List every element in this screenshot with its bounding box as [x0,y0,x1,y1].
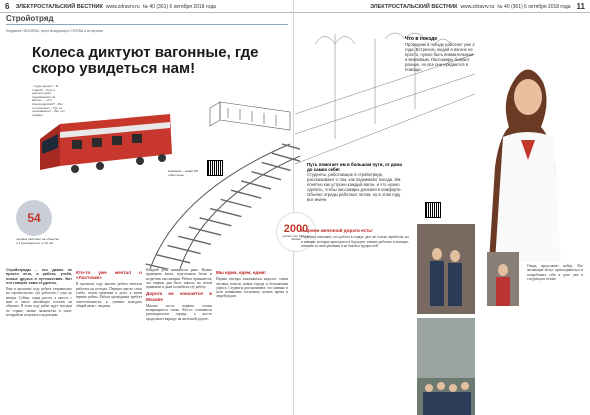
photo-group [417,318,475,415]
qr-code-left [207,160,223,176]
rails [150,144,300,269]
col-f-text: Студенты отмечают, что работа в отряде дает не только заработок, но и навыки, которые пригодятся в будущем: умение работать в команде, отвечать за свои решения и не бояться трудностей. [301,235,409,248]
speech-bubble: – Куда идешь? – В старый! – Путь в далекие края, поднимаемся на вагоне... – И в Краснодарский? – Вот это реально! – Где ты проживаешь? – Вот это правда! [32,85,65,117]
stat-2000-number: 2000 [283,223,309,235]
stat-54-badge [16,200,52,236]
col-b-text: В прошлом году многие ребята мечтали работать на поездах. Первым шагом стала учеба, потом практика в депо, а затем первые рейсы. Работа проводника требует ответственности и умения находить общий язык с людьми. [76,282,142,308]
intro-text: Студенты, работающие в стройотряде, рассказывают о том, как поднимают поезда. Им понятно как устроен каждый вагон, и что нужно сделать, чтобы пассажиры доехали в комфорте. Обычно отряды работают летом, но в этом году все иначе. [307,172,402,202]
right-page-number: 11 [576,2,585,11]
lead-text: Стройотряды – это давно не просто лето, а работа, учеба, новые друзья и путешествия. Вот что говорят сами студенты. [6,268,72,285]
page-header [0,0,590,13]
left-date: № 40 (361) 6 октября 2018 года [142,3,216,10]
right-date: № 40 (361) 6 октября 2018 года [497,3,571,10]
lead-column [6,268,72,413]
col-d-text: Первая поездка запомнилась надолго: смена часовых поясов, новые города и бесконечная дорога. Студенты рассказывают, что именно в пути начинаешь по-новому ценить время и людей рядом. [216,277,288,299]
left-brand: ЭЛЕКТРОСТАЛЬСКИЙ ВЕСТНИК [15,3,103,10]
photo-carriage [487,252,519,306]
column-g [527,264,583,411]
byline: Людмила НЕХИЕВА, фото Владимира ГОРЕВА и из архива [6,29,103,33]
stat-2000-label: рублей стоит билет до Москвы [282,235,310,241]
qr-code-right [425,202,441,218]
right-site: www.zdravrv.ru [460,3,495,10]
column-d [216,268,288,413]
col-f-heading: И кроме железной дороги есть! [301,228,373,233]
column-b [76,268,142,413]
stat-54-label: человек работают на объектах и 3 руководителя от 16 лет [16,237,59,245]
left-header [2,2,216,11]
column-c [146,268,212,413]
right-page [295,14,590,415]
intro-title: Путь помогает им в большом пути, от дома до самих себя! [307,162,402,172]
stat-54-number: 54 [27,211,41,225]
right-header [370,2,588,11]
train-caption: Название – новая ЭП «Ласточка» [168,169,199,177]
section-rule [6,24,288,25]
intro-block [307,162,407,202]
conductor-portrait [473,52,583,262]
photo-conductors [417,224,475,314]
col-c-text: Каждый день начинается рано. Нужно проверить вагон, подготовить белье и встретить пассажиров. Ребята признаются, что первые дни было тяжело, но потом привыкли и даже полюбили эту работу. [146,268,212,290]
right-brand: ЭЛЕКТРОСТАЛЬСКИЙ ВЕСТНИК [370,3,458,10]
q-block-text: Проводник в поезде работает уже 2 года. Встречать людей в вагоне не просто, нужно быть внимательным и вежливым. Пассажиры бывают разные, но все они нуждаются в помощи. [405,42,475,72]
sketch-train [210,102,290,130]
col-e-heading: Дорога не кончается в Москве [146,291,212,302]
column-f [301,226,409,411]
col-d-heading: Мы едем, едем, едем! [216,270,266,275]
col-e-text: Многие после первого сезона возвращаются снова. Кто-то становится руководителем отряда, а кто-то продолжает карьеру на железной дороге. [146,303,212,321]
col-a-text: Еще в прошлом году ребята отправились на строительство, где работали с утра до вечера. Сейчас отряд растет, а вместе с ним и число желающих поехать на объекты. В этом году ребят ждут поездки по стране, новые знакомства и опыт, который не получить в аудитории. [6,287,72,317]
q-block-title: Что в поезде [405,36,438,42]
q-block [405,36,475,72]
left-page-number: 6 [5,2,10,11]
section-title: Стройотряд [6,14,54,23]
col-b-heading: Кто-то уже мечтал о «Ласточке» [76,270,142,281]
headline: Колеса диктуют вагонные, где скоро увидеться нам! [32,44,259,77]
col-g-text: Отряд продолжает набор. Все желающие могут присоединиться и попробовать себя в деле уже в следующем сезоне. [527,264,583,281]
left-site: www.zdravrv.ru [105,3,140,10]
